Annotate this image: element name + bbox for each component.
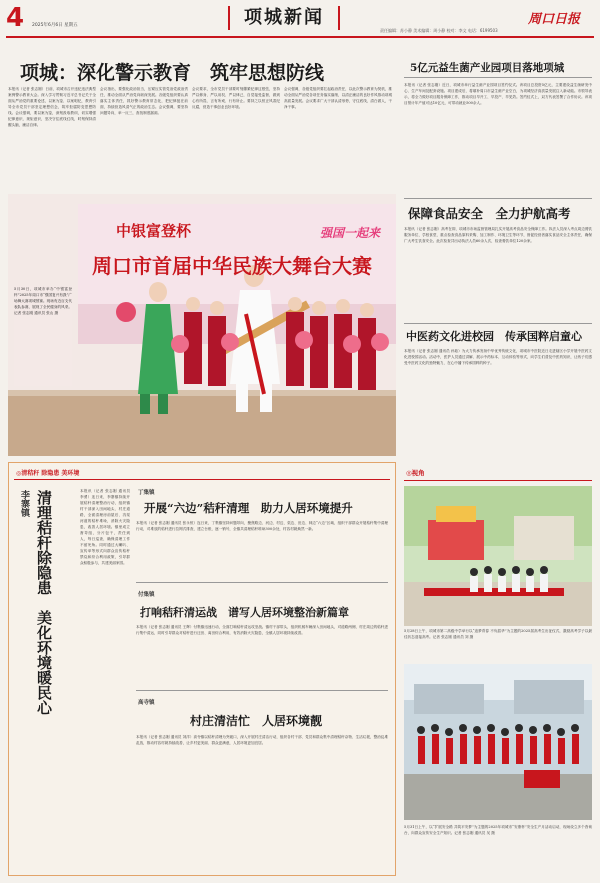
- town1-name: 李寨镇: [19, 490, 29, 517]
- photo-banner-slogan: 强国一起来: [320, 226, 381, 240]
- town3-name: 付集镇: [138, 592, 155, 598]
- special-banner-rule: [14, 479, 390, 480]
- lead-photo: [8, 194, 396, 456]
- tcm-body: 本报讯（记者 张志刚 通讯员 孙茹）为大力传承发扬中华优秀传统文化，项城市中医院近日走进辖区小学开展中医药文化进校园活动。活动中，医护人员通过讲解、展示中药标本、互动体验等形式，向学生们普及中医药知识，让孩子们感受中医药文化的独特魅力，在心中播下传承国粹的种子。: [404, 349, 592, 365]
- town2-body: 本报讯（记者 张志刚 通讯员 张永恒）连日来，丁集镇坚持问题导向，聚焦路边、河边、村边、渠边、田边、林边“六边”区域，组织干部群众开展秸秆集中清理行动，对堆放的秸秆进行拉网式排查，建立台账，逐一销号，全镇共清理秸秆堆垛300余处，村容村貌焕然一新。: [136, 521, 388, 531]
- right-top-rule: [404, 77, 592, 78]
- page-number: 4: [6, 3, 25, 33]
- viewpoint-banner: ◎视角: [406, 469, 425, 477]
- viewpoint-photo-2: [404, 664, 592, 820]
- town3-body: 本报讯（记者 张志刚 通讯员 王辉）付集镇迅速行动，全面打响秸秆清运攻坚战。镇村干部带头，组织机械车辆深入田间地头，对道路两侧、村庄周边的秸秆进行集中清运，同时引导群众对秸秆进行还田、离田综合利用，有效消除火灾隐患，全镇人居环境持续改善。: [136, 625, 388, 635]
- town4-headline: 村庄清洁忙 人居环境靓: [190, 714, 323, 728]
- town4-name: 高寺镇: [138, 700, 155, 706]
- special-divider-1: [136, 582, 388, 583]
- town2-name: 丁集镇: [138, 490, 155, 496]
- viewpoint-caption-2: 5月31日上午，以“扩展安全路 共筑平安梦”为主题的2025年项城市“安康杯”安全生产月活动启动，现场设立多个咨询台，向群众宣传安全生产知识。记者 张志刚 通讯员 吴 摄: [404, 825, 592, 835]
- right-divider-1: [404, 198, 592, 199]
- right-top-headline: 5亿元益生菌产业园项目落地项城: [410, 62, 565, 74]
- photo-banner-main: 周口市首届中华民族大舞台大赛: [92, 254, 372, 278]
- lead-col-3: 会议要求，全市党员干部要时刻绷紧纪律这根弦，坚持严以修身、严以用权、严以律己，自觉接受监督，做到心有所畏、言有所戒、行有所止。要持之以恒正风肃纪反腐，营造干事创业良好环境。: [192, 87, 280, 109]
- town1-headline: 清理秸秆除隐患 美化环境暖民心: [35, 490, 53, 715]
- right-divider-2: [404, 323, 592, 324]
- section-title-box: [228, 6, 340, 30]
- town2-headline: 开展“六边”秸秆清理 助力人居环境提升: [144, 501, 353, 515]
- crowd-scene-illustration: [404, 664, 592, 820]
- editor-line: 责任编辑：苏小静 美术编辑：周小静 校对：李文 电话：6199503: [380, 28, 498, 33]
- viewpoint-photo-1: [404, 486, 592, 626]
- viewpoint-caption-1: 5月28日上午，项城市第二高级中学举行以“追梦青春 不负韶华”为主题的2025届高考生出征仪式，激励高考学子以最佳状态迎接高考。记者 张志刚 通讯员 刘 摄: [404, 629, 592, 639]
- special-divider-2: [136, 690, 388, 691]
- food-safety-headline: 保障食品安全 全力护航高考: [408, 206, 571, 221]
- header-rule: [6, 36, 594, 38]
- town1-body: 本报讯（记者 张志刚 通讯员 李勇）连日来，李寨镇持续开展秸秆清理整治行动，组织镇村干部深入田间地头、村庄道路，全面清理房前屋后、沟渠河道的秸秆堆垛，消除火灾隐患，改善人居环境。镇里成立督导组，分片包干，责任到人，每日巡查，确保清理工作不留死角。同时通过大喇叭、宣传单等形式向群众宣传秸秆禁烧和综合利用政策，引导群众积极参与，共建美丽家园。: [80, 489, 130, 565]
- town3-headline: 打响秸秆清运战 谱写人居环境整治新篇章: [140, 606, 349, 619]
- lead-col-2: 会议指出，要强化政治担当，压紧压实管党治党政治责任，推动全面从严治党向纵深发展。各级党组织要认真落实主体责任，抓好警示教育常态化，把纪律挺在前面，持续营造风清气正的政治生态。会议强调，要坚持问题导向，举一反三，查找制度漏洞。: [100, 87, 188, 115]
- lead-col-1: 本报讯（记者 张志刚）日前，项城市召开违纪违法典型案例警示教育大会。深入学习贯彻习近平总书记关于全面从严治党的重要论述，以案为鉴、以案明纪，教育引导全市党员干部坚定理想信念，筑牢拒腐防变思想防线。会议强调，要以案为鉴，深刻汲取教训，切实增强纪律意识、规矩意识，坚决守住底线红线，时刻保持清醒头脑，廉洁自律。: [8, 87, 96, 127]
- food-safety-body: 本报讯（记者 张志刚）高考在即，项城市市场监督管理局扎实开展高考食品安全保障工作。执法人员深入考点周边餐饮服务单位、学校食堂，重点检查食品原料采购、加工制作、环境卫生等环节，督促经营者落实食品安全主体责任，确保广大考生饮食安全。此次检查共出动执法人员60余人次，检查餐饮单位120余家。: [404, 227, 592, 243]
- viewpoint-rule: [404, 480, 592, 481]
- brand-logo: 周口日报: [528, 12, 581, 27]
- lead-headline: 项城：深化警示教育 筑牢思想防线: [20, 62, 325, 84]
- date-line: 2025年6月6日 星期五: [32, 23, 78, 28]
- lead-photo-caption: 5月30日，项城市举办“中银富登杯”2025年周口市“强国复兴有我”广场舞大赛项城预赛。现场有近百支代表队参赛，展现了全民健身的风采。记者 张志刚 通讯员 张山 摄: [14, 286, 72, 386]
- ceremony-scene-illustration: [404, 486, 592, 626]
- lead-col-4: 会议强调，各级党组织要扛起政治责任，以此次警示教育为契机，推动全面从严治党各项任务落实落细，以清正廉洁的良好作风推动项城高质量发展。会议要求广大干部认清形势，守住底线，清白做人，干净干事。: [284, 87, 392, 109]
- special-banner: ◎清秸秆 除隐患 美环境: [16, 470, 80, 477]
- tcm-headline: 中医药文化进校园 传承国粹启童心: [406, 330, 582, 343]
- right-top-body: 本报讯（记者 张志刚）近日，项城市举行益生菌产业园项目签约仪式。该项目总投资5亿元，主要建设益生菌研发中心、生产车间及配套设施。项目建成后，将填补周口市益生菌产业空白，为项城经济高质量发展注入新动能。市领导表示，将全力做好项目服务保障工作，推动项目早开工、早投产、早见效。签约仪式上，双方代表签署了合作协议。该项目预计年产值可达10亿元，可带动就业500余人。: [404, 83, 592, 105]
- section-title: 项城新闻: [244, 7, 324, 28]
- town4-body: 本报讯（记者 张志刚 通讯员 刘洋）高寺镇以秸秆清理为突破口，深入开展村庄清洁行动，组织各村干部、党员和群众集中清理秸秆杂物、生活垃圾，整治乱堆乱放，推动村容村貌持续改善，让乡村更美丽、群众更满意，人居环境更加宜居。: [136, 735, 388, 745]
- photo-banner-left: 中银富登杯: [116, 222, 192, 240]
- page-header: [0, 0, 600, 40]
